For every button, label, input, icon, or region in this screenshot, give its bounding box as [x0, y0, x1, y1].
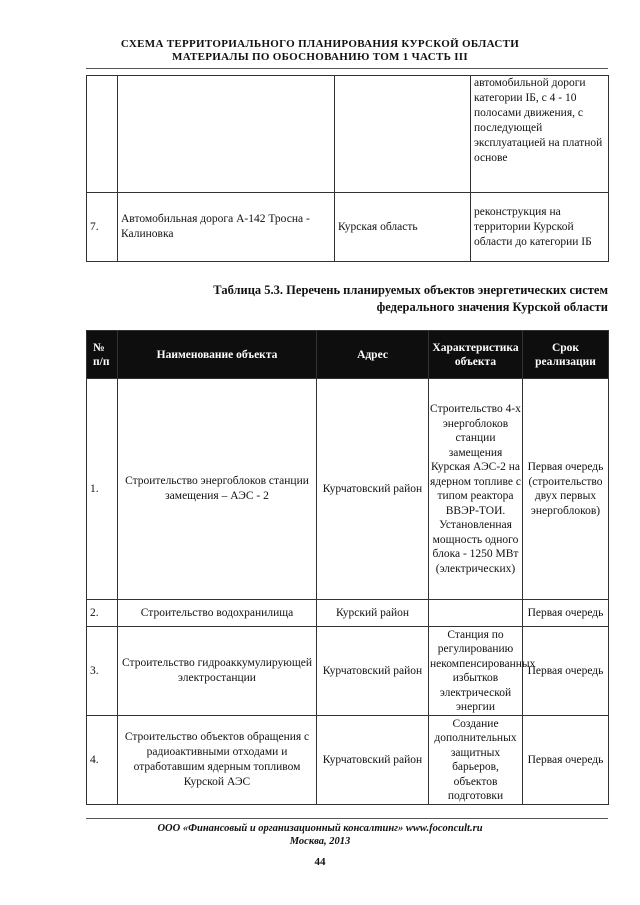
energy-objects-table [86, 330, 609, 805]
row-characteristic: Станция по регулированию некомпенсированных избытков электрической энергии [429, 627, 523, 716]
row-num: 7. [87, 193, 118, 262]
caption-line-2: федерального значения Курской области [376, 300, 608, 314]
row-characteristic: реконструкция на территории Курской области до категории IБ [471, 193, 609, 262]
table-row [87, 193, 609, 262]
row-name: Строительство энергоблоков станции замещения – АЭС - 2 [118, 379, 317, 600]
row-name: Строительство гидроаккумулирующей электростанции [118, 627, 317, 716]
row-address [335, 76, 471, 193]
row-term: Первая очередь [523, 600, 609, 627]
header-num: № п/п [87, 331, 118, 379]
row-characteristic: автомобильной дороги категории IБ, с 4 - 10 полосами движения, с последующей эксплуатацией на платной основе [471, 76, 609, 193]
page-footer [0, 822, 640, 848]
header-address: Адрес [317, 331, 429, 379]
table-header-row [87, 331, 609, 379]
header-characteristic: Характеристика объекта [429, 331, 523, 379]
header-name: Наименование объекта [118, 331, 317, 379]
footer-company: ООО «Финансовый и организационный консалтинг» www.foconcult.ru [157, 823, 483, 834]
row-num: 1. [87, 379, 118, 600]
row-address: Курская область [335, 193, 471, 262]
table-row [87, 627, 609, 716]
row-name: Автомобильная дорога А-142 Тросна - Калиновка [118, 193, 335, 262]
page-header [0, 38, 640, 64]
row-num: 4. [87, 716, 118, 805]
header-subtitle: МАТЕРИАЛЫ ПО ОБОСНОВАНИЮ ТОМ 1 ЧАСТЬ III [172, 51, 468, 63]
row-term: Первая очередь [523, 716, 609, 805]
row-characteristic [429, 600, 523, 627]
row-num [87, 76, 118, 193]
roads-table-continued [86, 75, 609, 262]
row-num: 3. [87, 627, 118, 716]
table-row [87, 379, 609, 600]
table-row [87, 716, 609, 805]
row-address: Курчатовский район [317, 627, 429, 716]
footer-divider [86, 818, 608, 819]
row-address: Курчатовский район [317, 379, 429, 600]
row-name [118, 76, 335, 193]
header-title: СХЕМА ТЕРРИТОРИАЛЬНОГО ПЛАНИРОВАНИЯ КУРСКОЙ ОБЛАСТИ [120, 38, 520, 50]
header-term: Срок реализации [523, 331, 609, 379]
row-name: Строительство водохранилища [118, 600, 317, 627]
table-caption [86, 282, 608, 316]
footer-city-year: Москва, 2013 [289, 836, 351, 847]
row-term: Первая очередь [523, 627, 609, 716]
table-row [87, 76, 609, 193]
row-num: 2. [87, 600, 118, 627]
row-name: Строительство объектов обращения с радиоактивными отходами и отработавшим ядерным топливом Курской АЭС [118, 716, 317, 805]
row-characteristic: Создание дополнительных защитных барьеров, объектов подготовки [429, 716, 523, 805]
table-row [87, 600, 609, 627]
row-characteristic: Строительство 4-х энергоблоков станции замещения Курская АЭС-2 на ядерном топливе с типом реактора ВВЭР-ТОИ. Установленная мощность одного блока - 1250 МВт (электрических) [429, 379, 523, 600]
header-divider [86, 68, 608, 69]
row-address: Курчатовский район [317, 716, 429, 805]
row-term: Первая очередь (строительство двух первых энергоблоков) [523, 379, 609, 600]
caption-line-1: Таблица 5.3. Перечень планируемых объектов энергетических систем [213, 283, 608, 297]
page-number: 44 [314, 856, 326, 868]
row-address: Курский район [317, 600, 429, 627]
